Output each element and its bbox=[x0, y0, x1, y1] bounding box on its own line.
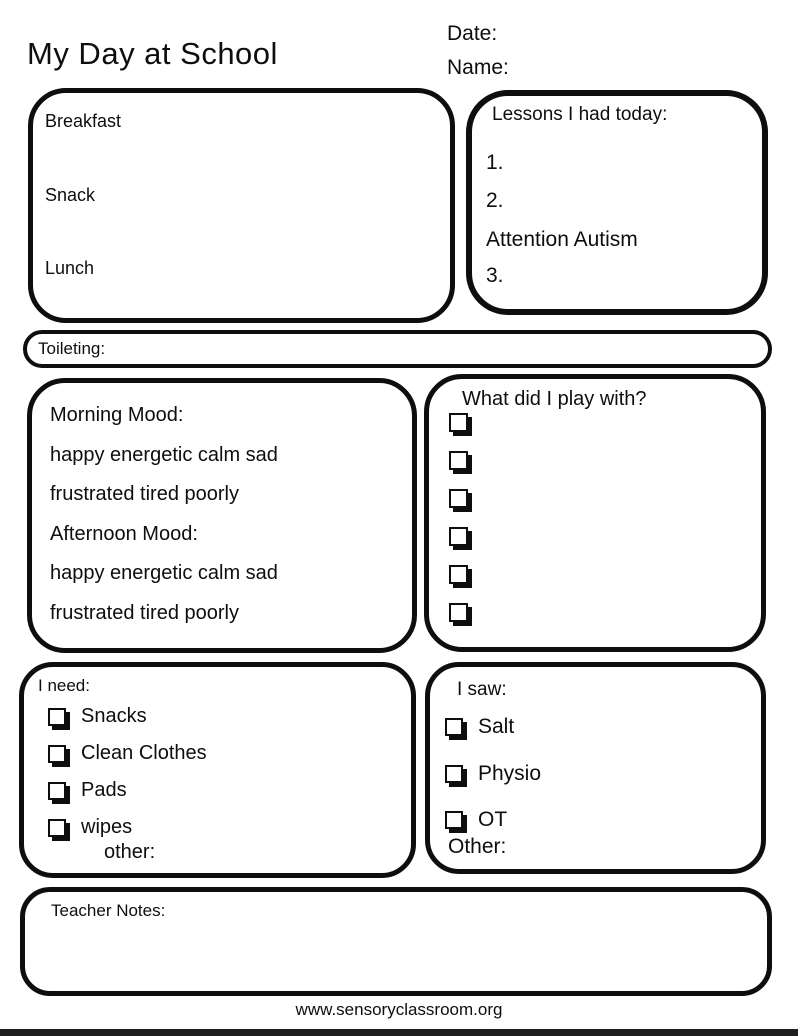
checkbox[interactable] bbox=[449, 489, 468, 508]
play-title: What did I play with? bbox=[462, 388, 647, 410]
meal-label-breakfast: Breakfast bbox=[45, 111, 122, 131]
meal-label-lunch: Lunch bbox=[45, 258, 95, 278]
page-title: My Day at School bbox=[27, 36, 278, 71]
afternoon-mood-label: Afternoon Mood: bbox=[50, 522, 198, 545]
afternoon-mood-options-2: frustrated tired poorly bbox=[50, 601, 239, 624]
mood-box bbox=[27, 378, 417, 653]
checkbox[interactable] bbox=[449, 451, 468, 470]
saw-row-physio bbox=[445, 751, 541, 798]
toileting-label: Toileting: bbox=[38, 339, 106, 358]
checkbox[interactable] bbox=[48, 708, 66, 726]
saw-other-label: Other: bbox=[448, 835, 507, 858]
date-label: Date: bbox=[447, 22, 498, 45]
need-row-pads bbox=[48, 772, 207, 809]
checkbox[interactable] bbox=[48, 819, 66, 837]
morning-mood-options-2: frustrated tired poorly bbox=[50, 483, 239, 505]
lesson-line-attention-autism: Attention Autism bbox=[486, 228, 638, 251]
saw-title: I saw: bbox=[457, 679, 507, 700]
checkbox[interactable] bbox=[449, 413, 468, 432]
need-box bbox=[19, 662, 416, 878]
lesson-line-2: 2. bbox=[486, 189, 504, 212]
lessons-box bbox=[466, 90, 768, 315]
checkbox[interactable] bbox=[449, 603, 468, 622]
need-label-wipes: wipes bbox=[81, 816, 133, 838]
teacher-notes-box bbox=[20, 887, 772, 996]
footer-url: www.sensoryclassroom.org bbox=[295, 1000, 503, 1019]
need-title: I need: bbox=[38, 676, 90, 695]
mood-lines bbox=[50, 396, 278, 633]
need-checkbox-list bbox=[48, 698, 207, 846]
need-label-clean-clothes: Clean Clothes bbox=[81, 742, 207, 764]
checkbox[interactable] bbox=[48, 745, 66, 763]
lesson-line-1: 1. bbox=[486, 151, 504, 174]
name-label: Name: bbox=[447, 56, 509, 79]
saw-label-ot: OT bbox=[478, 808, 508, 832]
lessons-title: Lessons I had today: bbox=[492, 104, 668, 125]
play-checkbox-list bbox=[449, 413, 468, 622]
teacher-notes-label: Teacher Notes: bbox=[51, 901, 166, 920]
checkbox[interactable] bbox=[449, 527, 468, 546]
saw-label-physio: Physio bbox=[478, 761, 542, 785]
need-row-clean-clothes bbox=[48, 735, 207, 772]
afternoon-mood-options-1: happy energetic calm sad bbox=[50, 562, 278, 584]
need-other-label: other: bbox=[104, 841, 156, 863]
saw-checkbox-list bbox=[445, 704, 541, 844]
meal-label-snack: Snack bbox=[45, 185, 96, 205]
need-label-pads: Pads bbox=[81, 779, 127, 801]
checkbox[interactable] bbox=[445, 765, 463, 783]
morning-mood-label: Morning Mood: bbox=[50, 404, 184, 426]
meals-box bbox=[28, 88, 455, 323]
lesson-line-3: 3. bbox=[486, 264, 504, 287]
need-label-snacks: Snacks bbox=[81, 705, 147, 727]
saw-box bbox=[425, 662, 766, 874]
saw-row-salt bbox=[445, 704, 541, 751]
need-row-snacks bbox=[48, 698, 207, 735]
morning-mood-options-1: happy energetic calm sad bbox=[50, 443, 278, 466]
checkbox[interactable] bbox=[48, 782, 66, 800]
play-box bbox=[424, 374, 766, 652]
saw-label-salt: Salt bbox=[478, 715, 515, 739]
toileting-bar bbox=[23, 330, 772, 368]
bottom-bar bbox=[0, 1029, 798, 1036]
checkbox[interactable] bbox=[445, 811, 463, 829]
checkbox[interactable] bbox=[449, 565, 468, 584]
checkbox[interactable] bbox=[445, 718, 463, 736]
